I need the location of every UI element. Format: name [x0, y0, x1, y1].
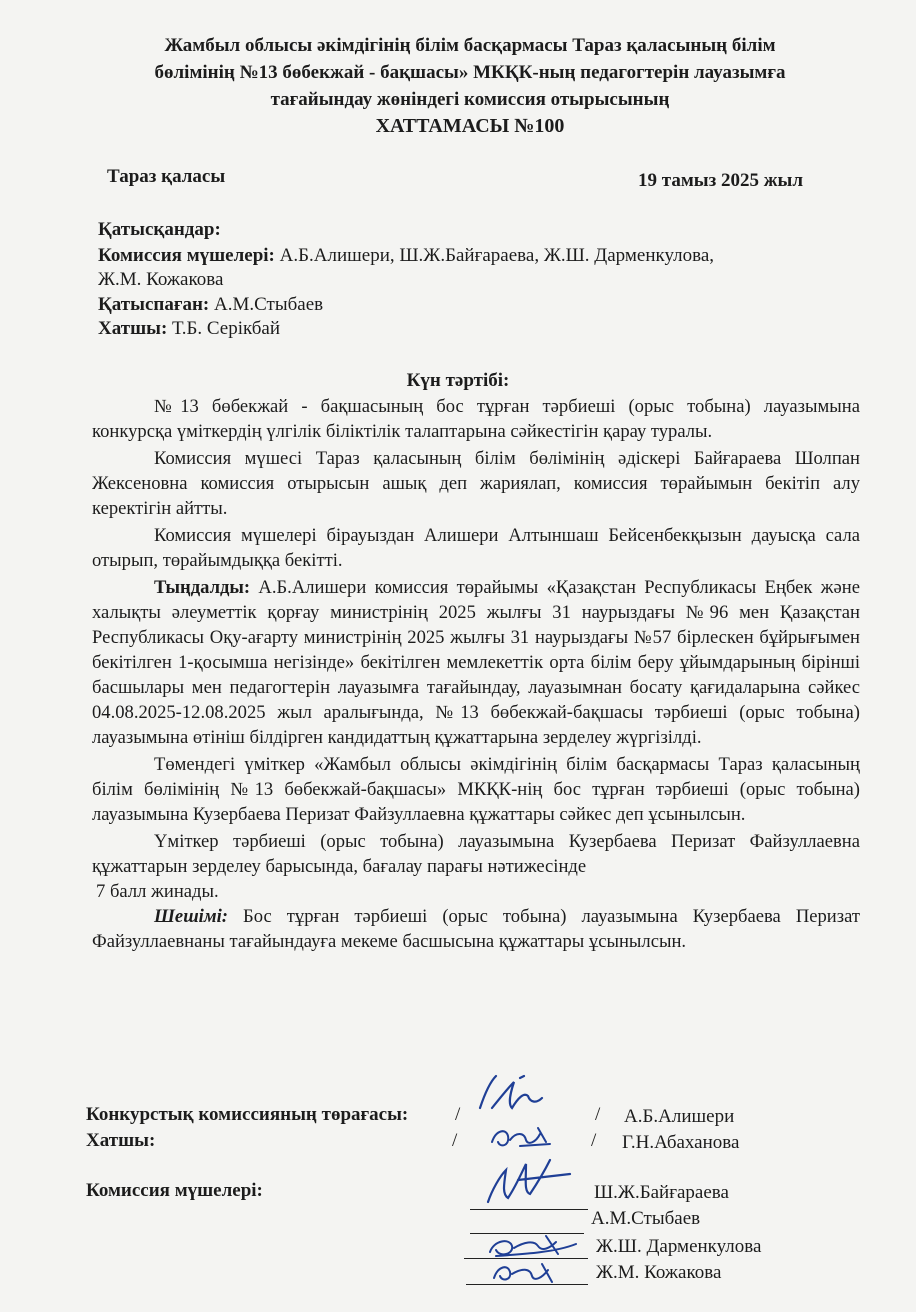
member-name-2: А.М.Стыбаев: [591, 1208, 701, 1229]
paragraph-candidate: Төмендегі үміткер «Жамбыл облысы әкімдігінің білім басқармасы Тараз қаласының білім бөлімінің №13 бөбекжай-бақшасы» МКҚК-нің бос тұрған тәрбиеші (орыс тобына) лауазымына Кузербаева Перизат Файзуллаевна құжаттары сәйкес деп ұсынылсын.: [92, 754, 860, 825]
heard-text: А.Б.Алишери комиссия төрайымы «Қазақстан Республикасы Еңбек және халықты әлеуметтік қорғау министрінің 2025 жылғы 31 наурыздағы №96 мен Қазақстан Республикасы Оқу-ағарту министрінің 2025 жылғы 31 наурыздағы №57 бірлескен бұйрығымен бекітілген 1-қосымша негізінде» бекітілген мемлекеттік орта білім беру ұйымдарының бірінші басшылары мен педагогтерін лауазымға тағайындау, лауазымнан босату қағидаларына сәйкес 04.08.2025-12.08.2025 жыл аралығында, №13 бөбекжай-бақшасы тәрбиеші (орыс тобына) лауазымына өтініш білдірген кандидаттың құжаттарына зерделеу жүргізілді.: [92, 577, 860, 748]
decision-text: Бос тұрған тәрбиеші (орыс тобына) лауазымына Кузербаева Перизат Файзуллаевнаны тағайындауға мекеме басшысына құжаттары ұсынылсын.: [92, 906, 860, 952]
paragraph-agenda: №13 бөбекжай - бақшасының бос тұрған тәрбиеші (орыс тобына) лауазымына конкурсқа үміткердің үлгілік біліктілік талаптарына сәйкестігін қарау туралы.: [92, 396, 860, 442]
member-name-3: Ж.Ш. Дарменкулова: [596, 1236, 762, 1257]
heard-label: Тыңдалды:: [154, 577, 251, 598]
secretary-label: Хатшы:: [98, 318, 168, 339]
member-line-4: [466, 1284, 588, 1285]
header-line-2: бөлімінің №13 бөбекжай - бақшасы» МКҚК-ның педагогтерін лауазымға: [154, 62, 786, 83]
paragraph-vote: Комиссия мүшелері бірауыздан Алишери Алтыншаш Бейсенбекқызын дауысқа сала отырып, төрайымдыққа бекітті.: [92, 525, 860, 571]
paragraph-score: Үміткер тәрбиеші (орыс тобына) лауазымына Кузербаева Перизат Файзуллаевна құжаттарын зерделеу барысында, бағалау парағы нәтижесінде: [92, 831, 860, 877]
paragraph-score-tail: 7 балл жинады.: [96, 881, 219, 902]
member-signature-4: [478, 1254, 574, 1288]
member-signature-1: [474, 1150, 584, 1212]
secretary-slash-right: /: [591, 1130, 597, 1151]
secretary-slash-left: /: [452, 1130, 458, 1151]
attendance-block: [98, 218, 863, 341]
member-name-4: Ж.М. Кожакова: [596, 1262, 722, 1283]
members-label: Комиссия мүшелері:: [98, 244, 275, 266]
members-list-cont: Ж.М. Кожакова: [98, 269, 224, 290]
header-line-3: тағайындау жөніндегі комиссия отырысының: [270, 89, 670, 110]
secretary-value: Т.Б. Серікбай: [167, 318, 281, 339]
member-name-1: Ш.Ж.Байғараева: [594, 1182, 729, 1203]
header-line-1: Жамбыл облысы әкімдігінің білім басқармасы Тараз қаласының білім: [164, 35, 776, 56]
chair-slash-right: /: [595, 1104, 601, 1125]
absent-label: Қатыспаған:: [98, 293, 210, 315]
member-line-1: [470, 1209, 588, 1210]
secretary-signature: [480, 1118, 560, 1154]
chair-slash-left: /: [455, 1104, 461, 1125]
decision-label: Шешімі:: [154, 906, 228, 927]
agenda-title: Күн тәртібі:: [406, 370, 510, 391]
paragraph-decision: [92, 904, 860, 954]
secretary-sign-name: Г.Н.Абаханова: [622, 1132, 740, 1153]
members-list: А.Б.Алишери, Ш.Ж.Байғараева, Ж.Ш. Дарменкулова,: [274, 244, 715, 266]
protocol-body: [92, 394, 860, 956]
chair-label: Конкурстық комиссияның төрағасы:: [86, 1104, 409, 1125]
members-sign-label: Комиссия мүшелері:: [86, 1180, 263, 1201]
paragraph-opening: Комиссия мүшесі Тараз қаласының білім бөлімінің әдіскері Байғараева Шолпан Жексеновна комиссия отырысын ашық деп жариялап, комиссия төрайымын бекітіп алу керектігін айтты.: [92, 448, 860, 519]
participants-label: Қатысқандар:: [98, 219, 221, 240]
document-header: [100, 32, 840, 140]
absent-value: А.М.Стыбаев: [209, 293, 324, 315]
paragraph-heard: [92, 575, 860, 750]
date: 19 тамыз 2025 жыл: [638, 170, 803, 191]
place: Тараз қаласы: [107, 166, 226, 187]
chair-name: А.Б.Алишери: [624, 1106, 735, 1127]
document-title: ХАТТАМАСЫ №100: [375, 115, 565, 137]
secretary-sign-label: Хатшы:: [86, 1130, 156, 1151]
